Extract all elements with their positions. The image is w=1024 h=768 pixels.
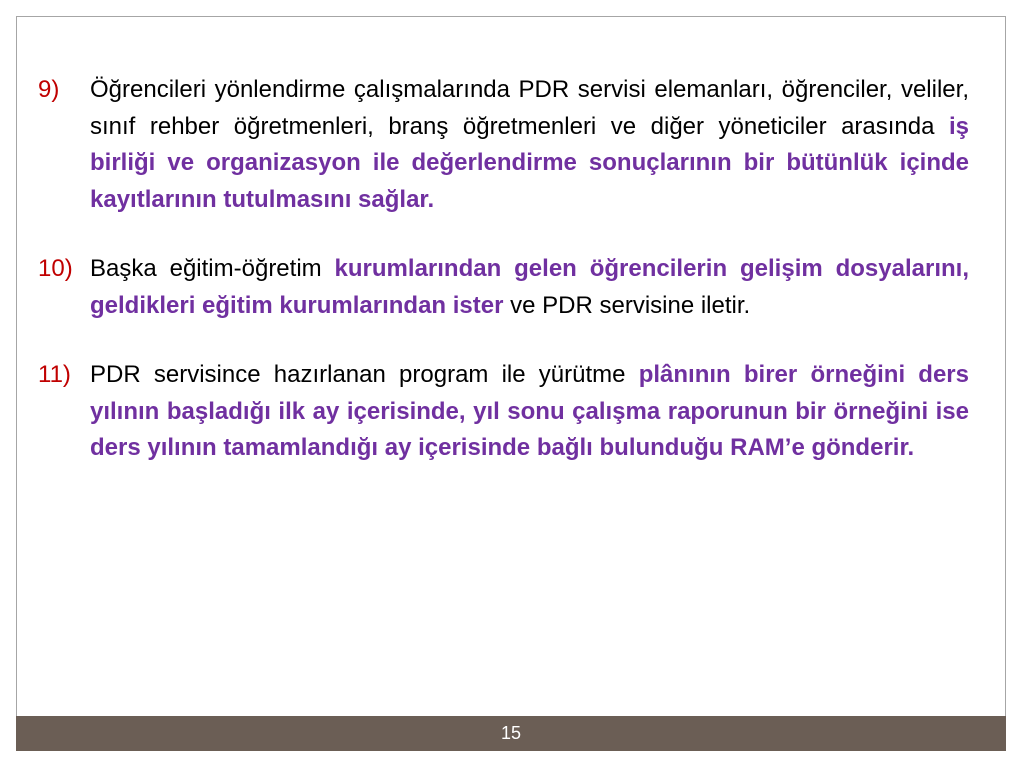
item-text-plain: Başka eğitim-öğretim (90, 255, 335, 282)
footer-bar (16, 716, 1006, 751)
item-text-highlight: iş birliği ve organizasyon ile değerlendirme sonuçlarının bir bütünlük içinde kayıtlarının tutulmasını sağlar. (90, 112, 969, 213)
item-number: 11) (38, 361, 71, 388)
list-item-10 (38, 251, 969, 324)
item-text-highlight: plânının birer örneğini ders yılının başladığı ilk ay içerisinde, yıl sonu çalışma raporunun bir örneğini ise ders yılının tamamlandığı ay içerisinde bağlı bulunduğu RAM’e gönderir. (90, 361, 969, 461)
item-text (90, 357, 969, 467)
item-text-highlight: kurumlarından gelen öğrencilerin gelişim dosyalarını, geldikleri eğitim kurumlarından ister (90, 255, 969, 319)
item-text (90, 72, 969, 218)
item-number: 10) (38, 255, 73, 282)
item-number: 9) (38, 76, 60, 103)
item-text-plain: ve PDR servisine iletir. (503, 291, 751, 319)
slide-content (38, 72, 969, 500)
page-number: 15 (500, 723, 522, 743)
item-text (90, 251, 969, 324)
item-text-plain: PDR servisince hazırlanan program ile yürütme (90, 361, 639, 388)
list-item-11 (38, 357, 969, 467)
list-item-9 (38, 72, 969, 218)
item-text-plain: Öğrencileri yönlendirme çalışmalarında PDR servisi elemanları, öğrenciler, veliler, sınıf rehber öğretmenleri, branş öğretmenleri ve diğer yöneticiler arasında (90, 76, 969, 140)
